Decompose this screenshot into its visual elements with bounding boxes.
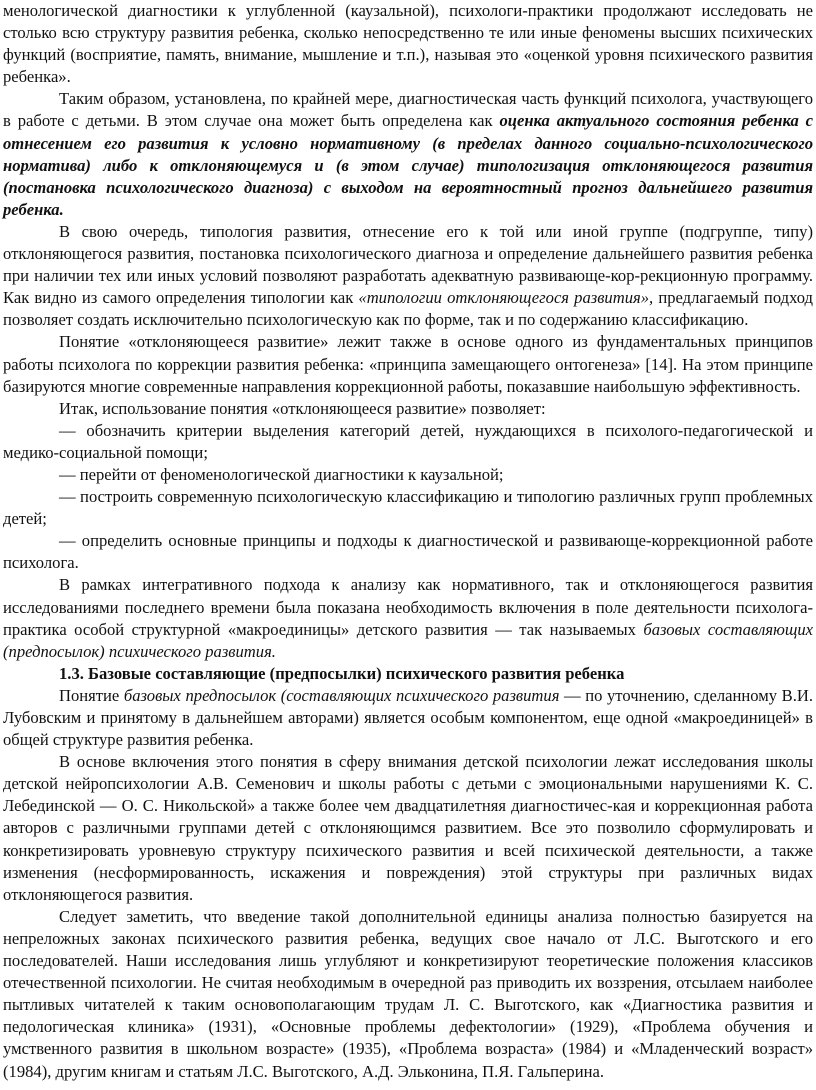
paragraph-text: Понятие <box>59 685 124 705</box>
list-item <box>3 464 813 486</box>
paragraph-text: Итак, использование понятия «отклоняющееся развитие» позволяет: <box>59 398 546 418</box>
paragraph-continuation <box>3 0 813 88</box>
emphasis-typology: «типологии отклоняющегося развития», <box>358 288 654 308</box>
list-item <box>3 486 813 530</box>
list-item-text: — построить современную психологическую классификацию и типологию различных групп проблемных детей; <box>3 487 813 529</box>
list-item-text: — обозначить критерии выделения категорий детей, нуждающихся в психолого-педагогической и медико-социальной помощи; <box>3 420 813 462</box>
emphasis-definition: оценка актуального состояния ребенка с отнесением его развития к условно нормативному (в пределах данного социально-психологического норматива) либо к отклоняющемуся и (в этом случае) типологизация отклоняющегося развития (постановка психологического диагноза) с выходом на вероятностный прогноз дальнейшего развития ребенка. <box>3 111 814 219</box>
paragraph-text: менологической диагностики к углубленной (каузальной), психологи-практики продолжают исследовать не столько всю структуру развития ребенка, сколько непосредственно те или иные феномены высших психических функций (восприятие, память, внимание, мышление и т.п.), называя это «оценкой уровня психического развития ребенка». <box>3 1 813 87</box>
section-heading: 1.3. Базовые составляющие (предпосылки) психического развития ребенка <box>59 663 625 683</box>
paragraph-principle <box>3 331 813 397</box>
paragraph-integrative <box>3 574 813 662</box>
paragraph-typology <box>3 221 813 331</box>
paragraph-list-intro <box>3 398 813 420</box>
list-item-text: — определить основные принципы и подходы к диагностической и развивающе-коррекционной работе психолога. <box>3 531 813 573</box>
paragraph-concept <box>3 685 813 751</box>
paragraph-text: В основе включения этого понятия в сферу внимания детской психологии лежат исследования школы детской нейропсихологии А.В. Семенович и школы работы с детьми с эмоциональными нарушениями К. С. Лебединской — О. С. Никольской» а также более чем двадцатилетняя диагностичес-кая и коррекционная работа авторов с различными группами детей с отклоняющимся развитием. Все это позволило сформулировать и конкретизировать уровневую структуру психического развития и всей психической деятельности, а также изменения (несформированность, искажения и повреждения) этой структуры при различных видах отклоняющегося развития. <box>3 752 813 904</box>
paragraph-text: В рамках интегративного подхода к анализу как нормативного, так и отклоняющегося развития исследованиями последнего времени была показана необходимость включения в поле деятельности психолога-практика особой структурной «макроединицы» детского развития — так называемых <box>3 575 813 639</box>
paragraph-vygotsky <box>3 906 813 1083</box>
paragraph-diagnostic-function <box>3 88 813 221</box>
list-item <box>3 530 813 574</box>
paragraph-text: — по уточнению, сделанному В.И. Лубовским и принятому в дальнейшем авторами) является особым компонентом, еще одной «макроединицей» в общей структуре развития ребенка. <box>3 685 813 750</box>
paragraph-text: предлагаемый подход позволяет создать исключительно психологическую как по форме, так и по содержанию классификацию. <box>3 288 814 330</box>
paragraph-text: Таким образом, установлена, по крайней мере, диагностическая часть функций психолога, участвующего в работе с детьми. В этом случае она может быть определена как <box>3 89 813 131</box>
paragraph-text: Следует заметить, что введение такой дополнительной единицы анализа полностью базируется на непреложных законах психического развития ребенка, ведущих свое начало от Л.С. Выготского и его последователей. Наши исследования лишь углубляют и конкретизируют теоретические положения классиков отечественной психологии. Не считая необходимым в очередной раз приводить их воззрения, отсылаем наиболее пытливых читателей к таким основополагающим трудам Л. С. Выготского, как «Диагностика развития и педологическая клиника» (1931), «Основные проблемы дефектологии» (1929), «Проблема обучения и умственного развития в школьном возрасте» (1935), «Проблема возраста» (1984) и «Младенческий возраст» (1984), другим книгам и статьям Л.С. Выготского, А.Д. Эльконина, П.Я. Гальперина. <box>3 906 813 1081</box>
emphasis-basic-components: базовых составляющих (предпосылок) психического развития. <box>3 619 814 661</box>
paragraph-research-basis <box>3 751 813 906</box>
emphasis-basic-prerequisites: базовых предпосылок (составляющих психического развития <box>123 685 560 705</box>
paragraph-text: Понятие «отклоняющееся развитие» лежит также в основе одного из фундаментальных принципов работы психолога по коррекции развития ребенка: «принципа замещающего онтогенеза» [14]. На этом принципе базируются многие современные направления коррекционной работы, показавшие наибольшую эффективность. <box>3 332 813 396</box>
paragraph-text: В свою очередь, типология развития, отнесение его к той или иной группе (подгруппе, типу) отклоняющегося развития, постановка психологического диагноза и определение дальнейшего развития ребенка при наличии тех или иных условий позволяют разработать адекватную развивающе-кор-рекционную программу. Как видно из самого определения типологии как <box>3 221 813 308</box>
list-item <box>3 420 813 464</box>
list-item-text: — перейти от феноменологической диагностики к каузальной; <box>59 464 504 484</box>
